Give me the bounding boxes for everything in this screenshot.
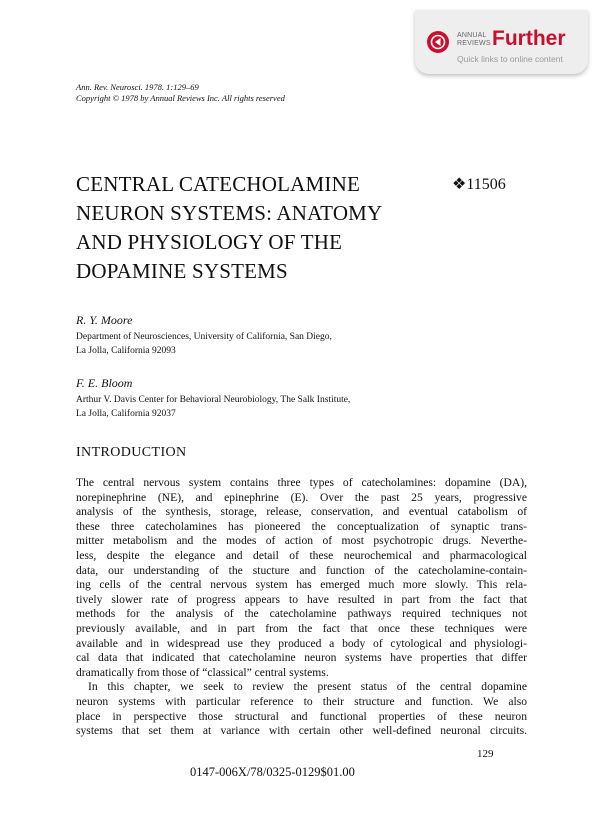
- page-number: 129: [477, 748, 494, 760]
- title-line: DOPAMINE SYSTEMS: [76, 259, 288, 283]
- affiliation-line: La Jolla, California 92037: [76, 409, 176, 419]
- body-line: systems that set them at variance with certain other well-defined neuronal circuits.: [76, 724, 527, 738]
- annual-reviews-further-banner[interactable]: [415, 10, 588, 74]
- author-affiliation: [76, 393, 350, 421]
- affiliation-line: Arthur V. Davis Center for Behavioral Neurobiology, The Salk Institute,: [76, 395, 351, 405]
- body-line: In this chapter, we seek to review the present status of the central dopamine: [88, 680, 527, 694]
- body-line: cal data that indicated that catecholamine neuron systems have properties that differ: [76, 651, 527, 665]
- author-name: F. E. Bloom: [76, 376, 133, 390]
- body-line: analysis of the synthesis, storage, release, conservation, and eventual catabolism of: [76, 505, 527, 519]
- body-line: dramatically from those of “classical” central systems.: [76, 665, 329, 679]
- body-line: mitter metabolism and the modes of action of most psychotropic drugs. Neverthe-: [76, 534, 527, 548]
- body-line: place in perspective those structural and functional properties of these neuron: [76, 709, 527, 723]
- body-line: neuron systems with particular reference to their structure and function. We also: [76, 694, 527, 708]
- copyright-line: Copyright © 1978 by Annual Reviews Inc. All rights reserved: [76, 92, 285, 103]
- body-line: ing cells of the central nervous system has emerged much more slowly. This rela-: [76, 578, 527, 592]
- body-line: available and in widespread use they produced a body of cytological and physiologi-: [76, 636, 527, 650]
- banner-brand: [457, 32, 491, 48]
- article-title: [76, 170, 416, 286]
- citation-line: Ann. Rev. Neurosci. 1978. 1:129–69: [76, 82, 199, 92]
- author-affiliation: [76, 330, 332, 358]
- banner-annual: ANNUAL: [457, 32, 487, 39]
- publication-code: 0147-006X/78/0325-0129$01.00: [190, 765, 355, 779]
- affiliation-line: Department of Neurosciences, University of California, San Diego,: [76, 332, 332, 342]
- body-line: previously available, and in part from the fact that once these techniques were: [76, 621, 527, 635]
- banner-further: Further: [492, 27, 566, 50]
- affiliation-line: La Jolla, California 92093: [76, 346, 176, 356]
- title-line: AND PHYSIOLOGY OF THE: [76, 230, 343, 254]
- body-line: tively slower rate of progress appears to have resulted in part from the fact that: [76, 592, 527, 606]
- journal-citation: [76, 82, 285, 103]
- banner-tagline[interactable]: Quick links to online content: [457, 54, 563, 64]
- annual-reviews-logo-icon: [427, 31, 449, 53]
- body-paragraphs: [76, 476, 527, 739]
- body-line: these three catecholamines has pioneered the conceptualization of synaptic trans-: [76, 519, 527, 533]
- section-heading: INTRODUCTION: [76, 445, 187, 460]
- body-line: The central nervous system contains three types of catecholamines: dopamine (DA),: [76, 476, 527, 489]
- title-line: NEURON SYSTEMS: ANATOMY: [76, 201, 383, 225]
- accession-number: ❖11506: [452, 176, 506, 193]
- author-name: R. Y. Moore: [76, 313, 133, 327]
- title-line: CENTRAL CATECHOLAMINE: [76, 172, 360, 196]
- body-line: methods for the analysis of the catecholamine pathways required techniques not: [76, 607, 527, 621]
- banner-reviews: REVIEWS: [457, 40, 491, 47]
- body-line: less, despite the elegance and detail of these neurochemical and pharmacological: [76, 548, 527, 562]
- body-line: data, our understanding of the stucture and function of the catecholamine-contain-: [76, 563, 527, 577]
- body-line: norepinephrine (NE), and epinephrine (E). Over the past 25 years, progressive: [76, 490, 527, 504]
